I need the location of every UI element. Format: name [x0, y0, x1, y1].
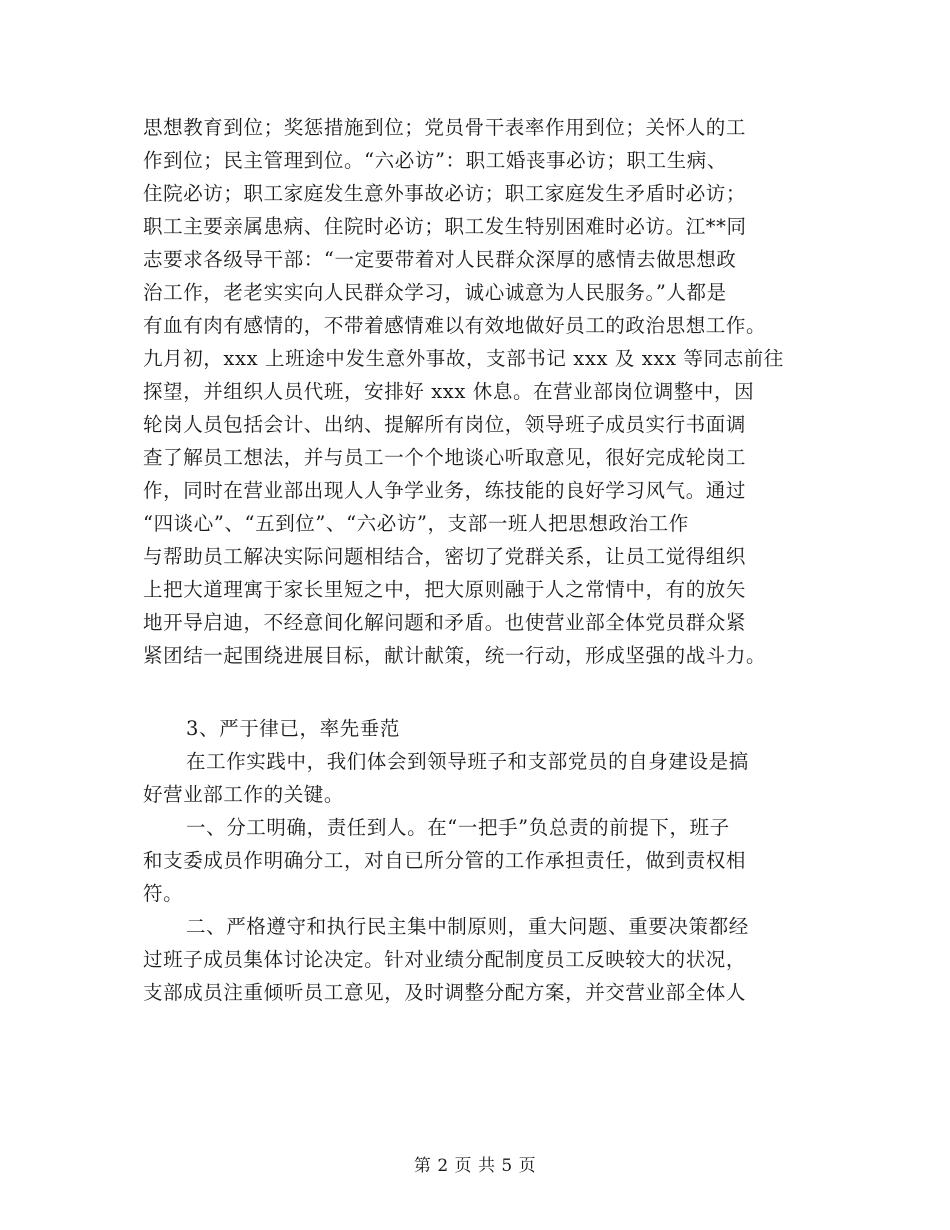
text-line: 有血有肉有感情的，不带着感情难以有效地做好员工的政治思想工作。: [143, 314, 767, 337]
text-line: 与帮助员工解决实际问题相结合，密切了党群关系，让员工觉得组织: [143, 545, 747, 568]
text-line: 思想教育到位；奖惩措施到位；党员骨干表率作用到位；关怀人的工: [143, 116, 747, 139]
text-line: 轮岗人员包括会计、出纳、提解所有岗位，领导班子成员实行书面调: [143, 413, 747, 436]
text-line: 地开导启迪，不经意间化解问题和矛盾。也使营业部全体党员群众紧: [143, 611, 747, 634]
text-line: 在工作实践中，我们体会到领导班子和支部党员的自身建设是搞: [186, 750, 749, 773]
text-line: 职工主要亲属患病、住院时必访；职工发生特别困难时必访。江**同: [143, 215, 747, 238]
text-line: 好营业部工作的关键。: [143, 783, 345, 806]
text-line: 过班子成员集体讨论决定。针对业绩分配制度员工反映较大的状况，: [143, 948, 747, 971]
text-line: 九月初，xxx 上班途中发生意外事故，支部书记 xxx 及 xxx 等同志前往: [143, 347, 784, 370]
text-line: 作，同时在营业部出现人人争学业务，练技能的良好学习风气。通过: [143, 479, 747, 502]
text-line: 作到位；民主管理到位。“六必访”：职工婚丧事必访；职工生病、: [143, 149, 727, 172]
text-line: 上把大道理寓于家长里短之中，把大原则融于人之常情中，有的放矢: [143, 578, 747, 601]
text-line: 治工作，老老实实向人民群众学习，诚心诚意为人民服务。”人都是: [143, 281, 727, 304]
text-line: 住院必访；职工家庭发生意外事故必访；职工家庭发生矛盾时必访；: [143, 182, 747, 205]
section-heading: 3、严于律已，率先垂范: [186, 717, 401, 740]
text-line: 和支委成员作明确分工，对自已所分管的工作承担责任，做到责权相: [143, 849, 747, 872]
page-number-footer: 第 2 页 共 5 页: [413, 1156, 537, 1176]
text-line: 二、严格遵守和执行民主集中制原则，重大问题、重要决策都经: [186, 915, 749, 938]
text-line: 紧团结一起围绕进展目标，献计献策，统一行动，形成坚强的战斗力。: [143, 644, 767, 667]
text-line: “四谈心”、“五到位”、“六必访”，支部一班人把思想政治工作: [143, 512, 689, 535]
text-line: 探望，并组织人员代班，安排好 xxx 休息。在营业部岗位调整中，因: [143, 380, 755, 403]
text-line: 志要求各级导干部：“一定要带着对人民群众深厚的感情去做思想政: [143, 248, 737, 271]
text-line: 支部成员注重倾听员工意见，及时调整分配方案，并交营业部全体人: [143, 981, 747, 1004]
text-line: 一、分工明确，责任到人。在“一把手”负总责的前提下，班子: [186, 816, 730, 839]
text-line: 查了解员工想法，并与员工一个个地谈心听取意见，很好完成轮岗工: [143, 446, 747, 469]
text-line: 符。: [143, 882, 184, 905]
